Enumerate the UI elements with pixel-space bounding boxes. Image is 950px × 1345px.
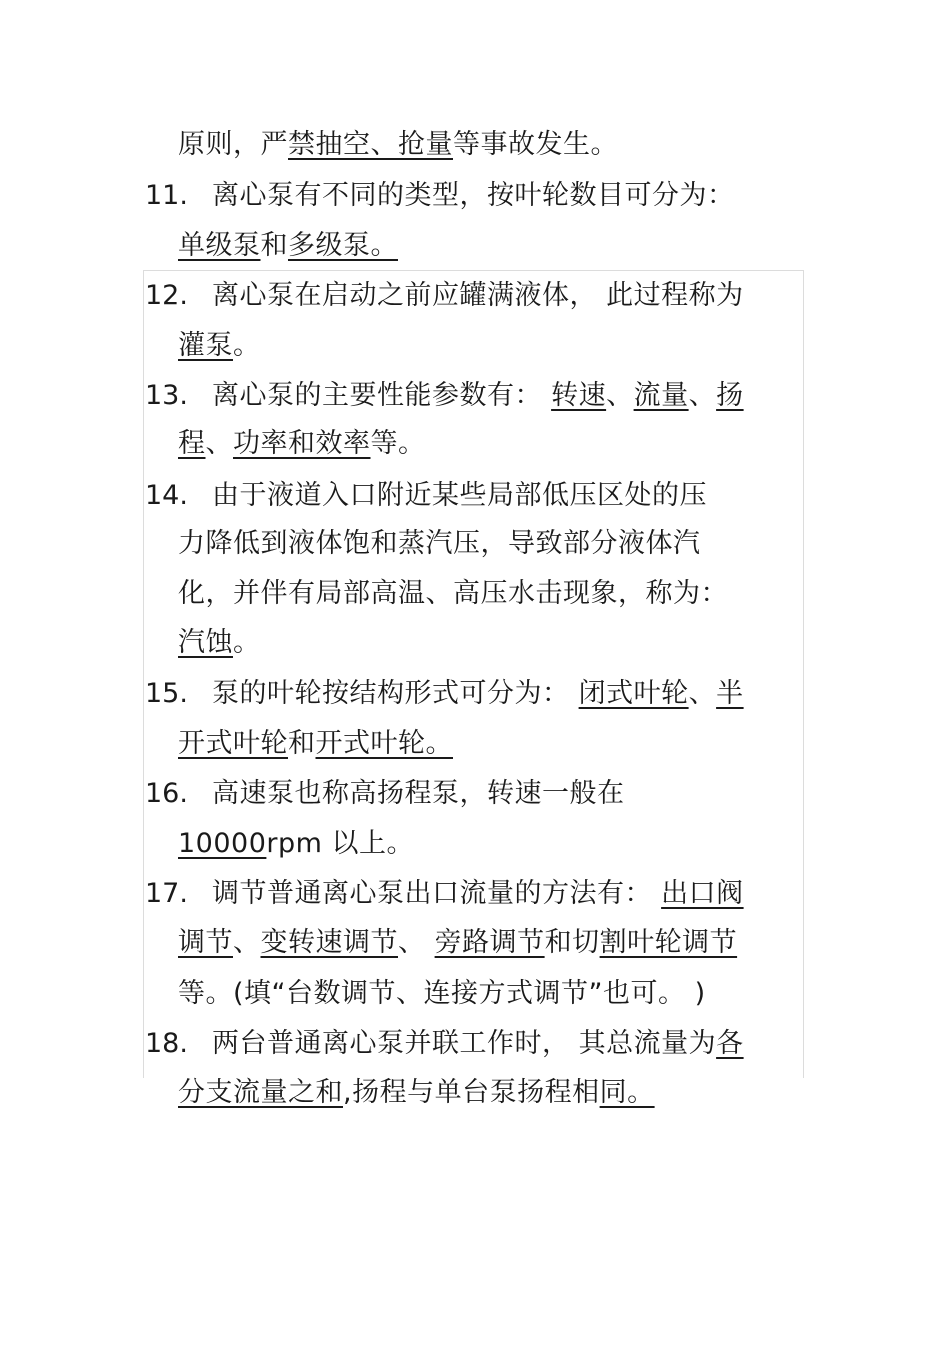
item-13-sep: 、 [205,428,233,459]
item-12-text: 。 [233,330,261,361]
item-13-text-end: 等。 [370,428,426,459]
item-15-text: 泵的叶轮按结构形式可分为： [212,678,579,709]
item-12-line-2 [178,328,261,364]
item-11-line-2 [178,228,398,264]
item-17-answer-4: 割叶轮调节 [599,927,738,958]
item-13-number: 13. [145,380,188,411]
item-13-sep: 、 [606,380,634,411]
item-14-line-2: 力降低到液体饱和蒸汽压，导致部分液体汽 [178,528,701,559]
item-17-text: 调节普通离心泵出口流量的方法有： [212,878,662,909]
item-14-line-3: 化，并伴有局部高温、高压水击现象，称为： [178,578,728,609]
item-11-answer-1: 单级泵 [178,230,261,261]
item-13-line-1 [212,378,744,414]
intro-text-end: 等事故发生。 [453,129,618,160]
item-17-line-1 [212,876,744,912]
item-15-answer-1: 闭式叶轮 [578,678,689,709]
item-16-number: 16. [145,778,188,809]
item-17-answer-3: 旁路调节 [434,927,545,958]
item-14-text: 。 [233,627,261,658]
item-18-text: 两台普通离心泵并联工作时， 其总流量为 [212,1028,717,1059]
item-17-answer-1: 出口阀 [661,878,744,909]
item-17-text: 和切 [544,927,600,958]
item-18-sep: , [343,1077,353,1108]
item-16-line-2 [178,826,414,862]
item-15-line-1 [212,676,744,712]
item-13-answer-4: 功率和效率 [233,428,371,459]
item-15-text: 和 [288,728,316,759]
item-15-number: 15. [145,678,188,709]
item-15-answer-2: 半 [716,678,744,709]
item-14-answer: 汽蚀 [178,627,233,658]
item-13-answer-1: 转速 [551,380,607,411]
item-18-answer-2: 同。 [599,1077,655,1108]
item-17-line-3: 等。(填“台数调节、连接方式调节”也可。 ) [178,978,706,1009]
item-15-answer-3: 开式叶轮。 [315,728,453,759]
item-12-line-1: 离心泵在启动之前应罐满液体， 此过程称为 [212,280,744,311]
intro-text: 原则，严 [178,129,288,160]
item-11-number: 11. [145,180,188,211]
item-15-answer-2b: 开式叶轮 [178,728,288,759]
item-18-text: 扬程与单台泵扬程相 [352,1077,600,1108]
item-17-number: 17. [145,878,188,909]
item-18-number: 18. [145,1028,188,1059]
item-18-line-2 [178,1075,655,1111]
item-13-answer-2: 流量 [633,380,689,411]
item-16-line-1: 高速泵也称高扬程泵，转速一般在 [212,778,625,809]
item-13-sep: 、 [688,380,717,411]
item-11-text: 和 [260,230,288,261]
item-15-line-2 [178,726,453,762]
item-13-text: 离心泵的主要性能参数有： [212,380,552,411]
item-18-answer-1: 各 [716,1028,744,1059]
item-14-line-1: 由于液道入口附近某些局部低压区处的压 [212,480,707,511]
item-15-sep: 、 [688,678,717,709]
item-13-line-2 [178,426,426,462]
item-13-answer-3: 扬 [716,380,744,411]
item-14-line-4 [178,625,261,661]
intro-underlined: 禁抽空、抢量 [288,129,453,160]
item-17-line-2 [178,925,737,961]
item-11-answer-2: 多级泵。 [288,230,398,261]
item-17-answer-1b: 调节 [178,927,233,958]
item-16-answer: 10000 [178,828,267,859]
item-14-number: 14. [145,480,188,511]
item-17-sep: 、 [233,927,261,958]
item-12-answer: 灌泵 [178,330,233,361]
item-16-text: rpm 以上。 [266,828,415,859]
item-18-answer-1b: 分支流量之和 [178,1077,343,1108]
item-17-answer-2: 变转速调节 [260,927,398,958]
intro-line [178,127,618,163]
item-11-line-1: 离心泵有不同的类型，按叶轮数目可分为： [212,180,735,211]
item-18-line-1 [212,1026,744,1062]
item-13-answer-3b: 程 [178,428,206,459]
item-17-sep: 、 [398,927,435,958]
item-12-number: 12. [145,280,188,311]
